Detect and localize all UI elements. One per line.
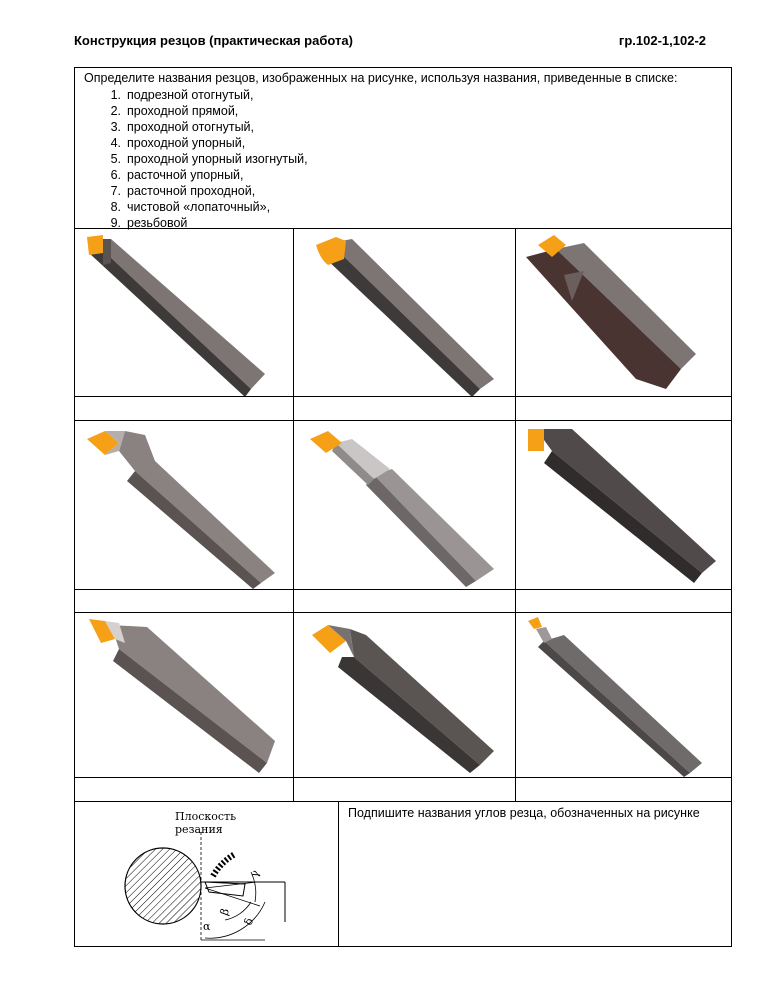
tool-image-3 [515,228,732,397]
angles-task-cell[interactable] [338,801,732,947]
tool-image-7 [74,612,294,778]
task-description [74,67,732,229]
list-item: 2. проходной прямой, [110,104,239,118]
cutting-tool-icon [516,613,732,778]
list-item: 7. расточной проходной, [110,184,256,198]
list-item: 4. проходной упорный, [110,136,246,150]
worksheet-table [74,67,732,947]
answer-cell[interactable] [293,396,516,421]
svg-text:Плоскость: Плоскость [175,810,237,823]
answer-cell[interactable] [74,777,294,802]
tool-image-4 [74,420,294,590]
list-item: 6. расточной упорный, [110,168,244,182]
answer-cell[interactable] [74,589,294,613]
tool-image-2 [293,228,516,397]
cutting-tool-icon [516,421,732,590]
answer-cell[interactable] [293,589,516,613]
cutting-tool-icon [75,229,294,397]
tool-image-5 [293,420,516,590]
svg-text:резания: резания [175,823,223,836]
svg-text:α: α [203,920,211,933]
tool-image-6 [515,420,732,590]
tool-image-9 [515,612,732,778]
angles-task-text: Подпишите названия углов резца, обозначенных на рисунке [348,806,700,820]
task-question: Определите названия резцов, изображенных на рисунке, используя названия, приведенные в списке: [84,71,678,85]
tool-image-8 [293,612,516,778]
svg-text:γ: γ [247,868,263,880]
document-title: Конструкция резцов (практическая работа) [74,33,353,48]
answer-cell[interactable] [74,396,294,421]
cutting-tool-icon [75,613,294,778]
cutting-tool-icon [294,229,516,397]
list-item: 1. подрезной отогнутый, [110,88,254,102]
answer-cell[interactable] [515,777,732,802]
cutting-angles-icon [75,802,339,947]
tool-names-list [87,87,308,231]
answer-cell[interactable] [293,777,516,802]
list-item: 8. чистовой «лопаточный», [110,200,271,214]
answer-cell[interactable] [515,396,732,421]
svg-text:δ: δ [241,916,257,928]
answer-cell[interactable] [515,589,732,613]
svg-text:β: β [217,906,232,918]
cutting-tool-icon [294,613,516,778]
group-numbers: гр.102-1,102-2 [618,33,706,48]
list-item: 9. резьбовой [110,216,188,230]
cutting-tool-icon [294,421,516,590]
list-item: 3. проходной отогнутый, [110,120,255,134]
cutting-angles-diagram [74,801,339,947]
tool-image-1 [74,228,294,397]
page-header [74,33,706,51]
cutting-tool-icon [516,229,732,397]
cutting-tool-icon [75,421,294,590]
list-item: 5. проходной упорный изогнутый, [110,152,308,166]
